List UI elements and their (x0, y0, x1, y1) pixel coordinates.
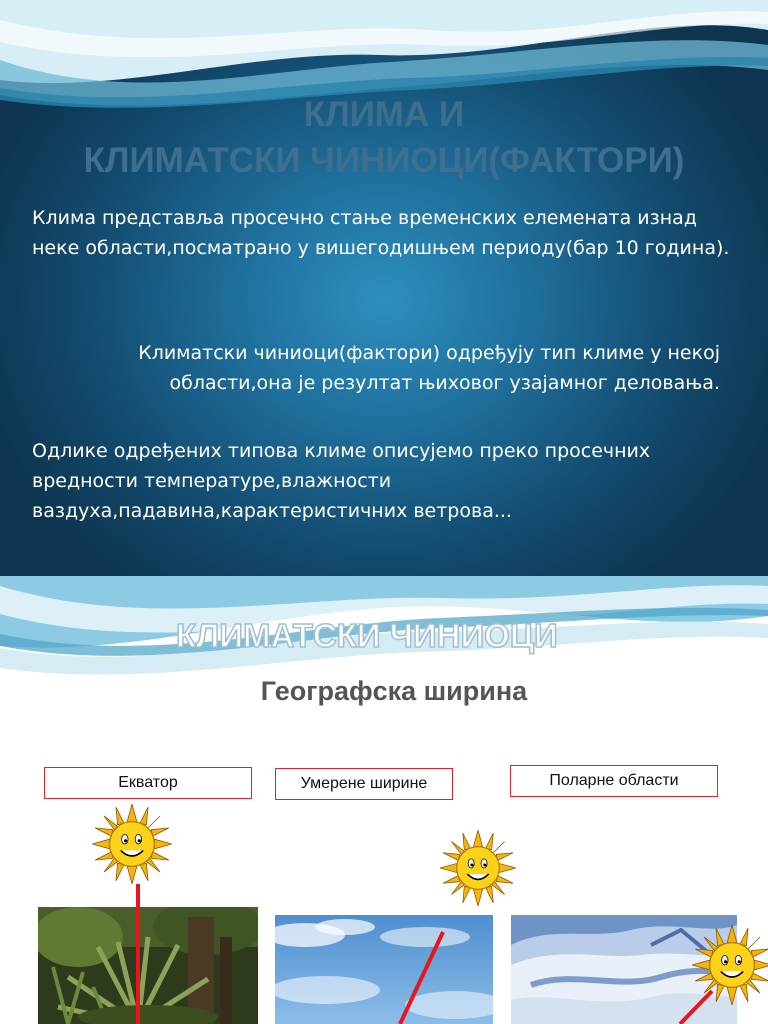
slide-title (0, 92, 768, 184)
smiling-sun-icon (440, 830, 516, 906)
slide-2 (0, 576, 768, 1024)
smiling-sun-icon (92, 804, 172, 884)
label-equator (44, 767, 252, 799)
smiling-sun-icon (692, 925, 768, 1005)
latitude-subheading: Географска ширина (260, 676, 528, 706)
tropical-forest-photo (38, 907, 258, 1024)
slide-2-heading: КЛИМАТСКИ ЧИНИОЦИ (176, 617, 558, 654)
blue-sky-photo (275, 915, 493, 1024)
climate-factors-text: Климатски чиниоци(фактори) одређују тип климе у некој области,она је резултат њиховог узајамног деловања. (138, 342, 720, 394)
slide-title-line2: КЛИМАТСКИ ЧИНИОЦИ(ФАКТОРИ) (83, 141, 685, 180)
label-equator-text: Екватор (118, 774, 178, 791)
climate-definition-text: Клима представља просечно стање временских елемената изнад неке области,посматрано у вишегодишњем периоду(бар 10 година). (32, 207, 730, 259)
label-polar-text: Поларне области (549, 772, 679, 789)
climate-features-text: Одлике одређених типова климе описујемо преко просечних вредности температуре,влажности ваздуха,падавина,карактеристичних ветрова... (32, 440, 651, 522)
label-polar-regions (510, 765, 718, 797)
label-temperate-text: Умерене ширине (300, 775, 428, 792)
slide-title-line1: КЛИМА И (303, 95, 465, 134)
label-temperate-latitudes (275, 768, 453, 800)
